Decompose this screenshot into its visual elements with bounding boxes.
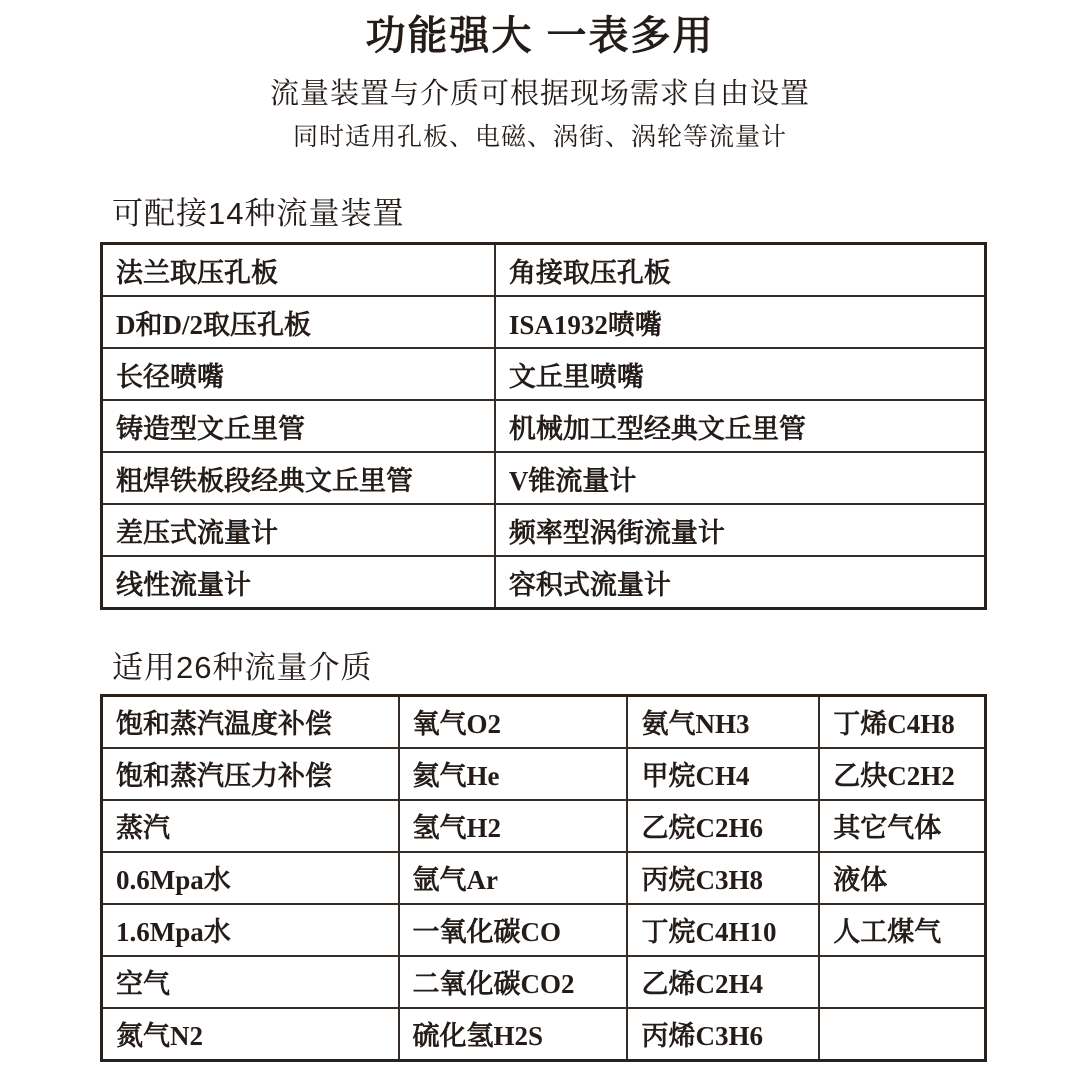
table-cell: ISA1932喷嘴 xyxy=(495,296,986,348)
page-subtitle-secondary: 同时适用孔板、电磁、涡街、涡轮等流量计 xyxy=(292,122,787,151)
table-row xyxy=(102,904,986,956)
table-cell: 人工煤气 xyxy=(819,904,985,956)
table-row xyxy=(102,452,986,504)
table-cell: 法兰取压孔板 xyxy=(102,244,495,297)
table-cell xyxy=(819,1008,985,1061)
table-row xyxy=(102,244,986,297)
table-cell: 容积式流量计 xyxy=(495,556,986,609)
table-cell: 乙烯C2H4 xyxy=(627,956,819,1008)
table-cell: 氩气Ar xyxy=(399,852,628,904)
table-cell: 机械加工型经典文丘里管 xyxy=(495,400,986,452)
table-cell: V锥流量计 xyxy=(495,452,986,504)
table-cell: 氦气He xyxy=(399,748,628,800)
table-row xyxy=(102,852,986,904)
table-row xyxy=(102,296,986,348)
table-cell: 二氧化碳CO2 xyxy=(399,956,628,1008)
page-subtitle: 流量装置与介质可根据现场需求自由设置 xyxy=(269,78,810,110)
media-section xyxy=(0,650,1080,1062)
table-cell: 一氧化碳CO xyxy=(399,904,628,956)
table-cell: 饱和蒸汽压力补偿 xyxy=(102,748,399,800)
media-section-heading: 适用26种流量介质 xyxy=(112,650,373,686)
table-cell: 粗焊铁板段经典文丘里管 xyxy=(102,452,495,504)
page-title: 功能强大 一表多用 xyxy=(365,14,715,58)
table-row xyxy=(102,348,986,400)
table-cell: 频率型涡街流量计 xyxy=(495,504,986,556)
table-cell: 乙炔C2H2 xyxy=(819,748,985,800)
devices-section xyxy=(0,196,1080,610)
table-cell: 氢气H2 xyxy=(399,800,628,852)
devices-table-body xyxy=(102,244,986,609)
table-cell: 角接取压孔板 xyxy=(495,244,986,297)
table-cell: 甲烷CH4 xyxy=(627,748,819,800)
table-cell: D和D/2取压孔板 xyxy=(102,296,495,348)
devices-table xyxy=(100,242,987,610)
table-row xyxy=(102,956,986,1008)
table-row xyxy=(102,556,986,609)
table-cell: 液体 xyxy=(819,852,985,904)
table-row xyxy=(102,400,986,452)
table-row xyxy=(102,504,986,556)
table-cell: 氧气O2 xyxy=(399,695,628,748)
table-cell: 线性流量计 xyxy=(102,556,495,609)
table-row xyxy=(102,748,986,800)
media-table-body xyxy=(102,695,986,1060)
table-cell: 丁烷C4H10 xyxy=(627,904,819,956)
document-page xyxy=(0,14,1080,1062)
table-cell: 饱和蒸汽温度补偿 xyxy=(102,695,399,748)
table-cell: 丁烯C4H8 xyxy=(819,695,985,748)
table-cell: 硫化氢H2S xyxy=(399,1008,628,1061)
table-cell: 长径喷嘴 xyxy=(102,348,495,400)
table-cell: 0.6Mpa水 xyxy=(102,852,399,904)
table-cell: 差压式流量计 xyxy=(102,504,495,556)
table-row xyxy=(102,695,986,748)
table-row xyxy=(102,1008,986,1061)
devices-section-heading: 可配接14种流量装置 xyxy=(112,196,405,232)
table-cell: 氨气NH3 xyxy=(627,695,819,748)
table-cell: 铸造型文丘里管 xyxy=(102,400,495,452)
media-table xyxy=(100,694,987,1062)
table-cell: 丙烯C3H6 xyxy=(627,1008,819,1061)
table-cell: 1.6Mpa水 xyxy=(102,904,399,956)
table-cell xyxy=(819,956,985,1008)
table-cell: 蒸汽 xyxy=(102,800,399,852)
table-row xyxy=(102,800,986,852)
table-cell: 丙烷C3H8 xyxy=(627,852,819,904)
table-cell: 其它气体 xyxy=(819,800,985,852)
table-cell: 文丘里喷嘴 xyxy=(495,348,986,400)
table-cell: 空气 xyxy=(102,956,399,1008)
table-cell: 氮气N2 xyxy=(102,1008,399,1061)
table-cell: 乙烷C2H6 xyxy=(627,800,819,852)
